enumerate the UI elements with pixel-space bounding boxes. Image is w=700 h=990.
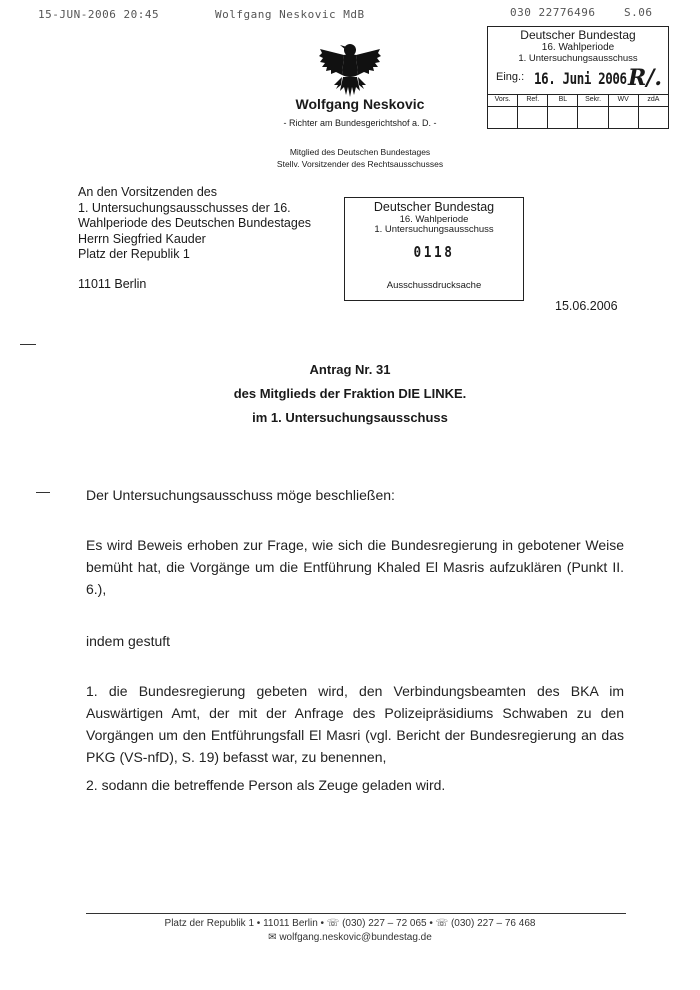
fax-page: S.06 [624,6,653,19]
document-stamp [344,197,524,301]
routing-cell [548,107,578,129]
sender-subtitle: - Richter am Bundesgerichtshof a. D. - [283,118,437,128]
recipient-address [78,185,311,263]
receipt-stamp-line2: 16. Wahlperiode [541,42,615,53]
recipient-line: Platz der Republik 1 [78,247,190,261]
document-stamp-line1: Deutscher Bundestag [373,200,495,214]
motion-connector: indem gestuft [86,633,171,649]
routing-cell [638,107,668,129]
sender-info-line2: Stellv. Vorsitzender des Rechtsausschusses [276,159,444,169]
letter-date: 15.06.2006 [555,299,618,313]
routing-cell [488,107,518,129]
receipt-stamp-initials: R/. [628,65,662,91]
motion-subtitle: des Mitglieds der Fraktion DIE LINKE. [233,386,467,401]
recipient-line: An den Vorsitzenden des [78,185,217,199]
routing-col-zda: zdA [638,95,668,107]
document-stamp-label: Ausschussdrucksache [386,280,482,291]
receipt-stamp-eing-label: Eing.: [496,71,525,83]
receipt-stamp-routing-table [487,94,669,129]
motion-committee: im 1. Untersuchungsausschuss [252,410,448,425]
routing-cell [578,107,608,129]
punch-mark [36,492,50,493]
sender-info-line1: Mitglied des Deutschen Bundestages [289,147,431,157]
routing-cell [518,107,548,129]
fax-datetime: 15-JUN-2006 20:45 [38,8,160,21]
footer-address: Platz der Republik 1 • 11011 Berlin • ☏ (030) 227 – 72 065 • ☏ (030) 227 – 76 468 [164,918,536,929]
routing-col-ref: Ref. [518,95,548,107]
receipt-stamp-line1: Deutscher Bundestag [520,28,636,42]
footer-divider [86,913,626,914]
motion-intro: Der Untersuchungsausschuss möge beschließen: [86,487,395,503]
recipient-line: Herrn Siegfried Kauder [78,231,206,246]
routing-col-sekr: Sekr. [578,95,608,107]
federal-eagle-icon [318,39,382,99]
motion-paragraph: Es wird Beweis erhoben zur Frage, wie sich die Bundesregierung in gebotener Weise bemüht hat, die Vorgänge um die Entführung Khaled El Masris aufzuklären (Punkt II. 6.), [86,537,624,597]
motion-item-1: 1. die Bundesregierung gebeten wird, den Verbindungsbeamten des BKA im Auswärtigen Amt, der mit der Anfrage des Polizeipräsidiums Schwaben zu den Vorgängen um den Entführungsfall El Masri (vgl. Bericht der Bundesregierung an das PKG (VS-nfD), S. 19) befasst war, zu benennen, [86,683,624,765]
receipt-stamp-line3: 1. Untersuchungsausschuss [518,53,638,64]
fold-mark [20,344,36,345]
routing-cell [608,107,638,129]
document-stamp-line2: 16. Wahlperiode [399,214,469,225]
routing-col-vors: Vors. [488,95,518,107]
receipt-stamp-date: 16. Juni 2006 [534,69,627,88]
receipt-stamp [487,26,669,129]
recipient-line: 1. Untersuchungsausschusses der 16. [78,200,291,215]
sender-info [230,146,490,170]
sender-name: Wolfgang Neskovic [295,96,425,112]
recipient-line: Wahlperiode des Deutschen Bundestages [78,216,312,230]
document-stamp-line3: 1. Untersuchungsausschuss [374,224,494,235]
fax-number: 030 22776496 [510,6,596,19]
fax-sender: Wolfgang Neskovic MdB [215,8,365,21]
routing-col-wv: WV [608,95,638,107]
motion-title: Antrag Nr. 31 [309,362,391,377]
recipient-city: 11011 Berlin [78,277,147,291]
footer-email: ✉ wolfgang.neskovic@bundestag.de [268,932,432,943]
document-number: 0118 [413,243,455,261]
motion-item-2: 2. sodann die betreffende Person als Zeuge geladen wird. [86,777,446,793]
routing-col-bl: BL [548,95,578,107]
